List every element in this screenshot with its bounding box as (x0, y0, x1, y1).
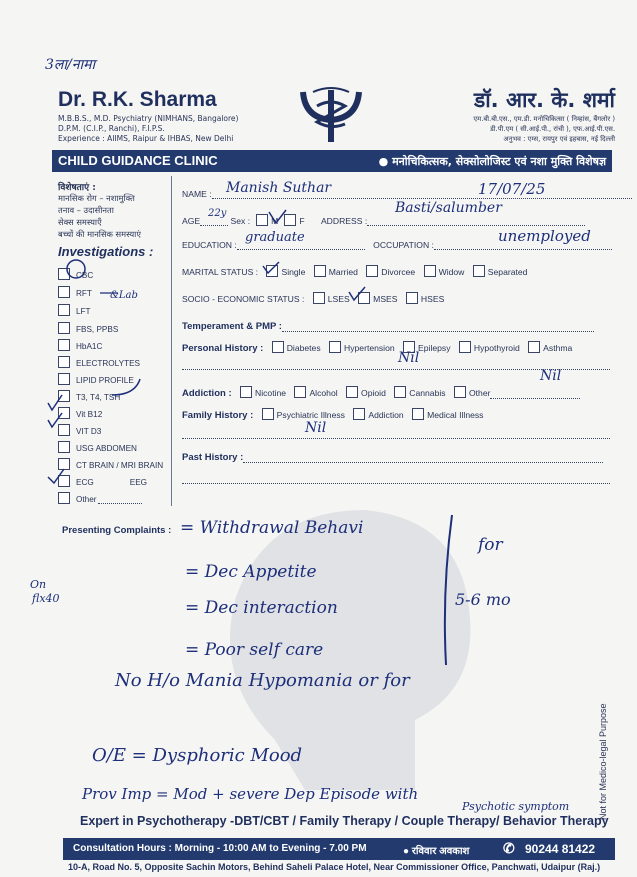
investigation-lft[interactable]: LFT (58, 304, 91, 316)
marital-divorcee-checkbox[interactable] (366, 265, 378, 277)
name-field: NAME : (182, 189, 632, 199)
caduceus-psi-logo (295, 84, 367, 146)
single-tick-mark (262, 261, 280, 275)
sex-m-tick-mark (268, 209, 288, 225)
speciality-item: मानसिक रोग – नशामुक्ति (58, 193, 135, 203)
mses-tick-mark (348, 286, 366, 302)
hses-checkbox[interactable] (406, 292, 418, 304)
examination-line: O/E = Dysphoric Mood (92, 745, 303, 766)
name-value[interactable]: Manish Suthar (226, 180, 332, 196)
lses-checkbox[interactable] (313, 292, 325, 304)
cannabis-checkbox[interactable] (394, 386, 406, 398)
consultation-hours: Consultation Hours : Morning - 10:00 AM to Evening - 7.00 PM (73, 843, 367, 854)
temperament-dotted-line (282, 322, 594, 332)
address-value[interactable]: Basti/salumber (395, 200, 502, 216)
speciality-item: बच्चों की मानसिक समस्याएं (58, 229, 141, 239)
marital-status-row: MARITAL STATUS : Single Married Divorcee Widow Separated (182, 267, 528, 277)
hypertension-checkbox[interactable] (329, 341, 341, 353)
investigation-lipid[interactable]: LIPID PROFILE (58, 373, 134, 385)
nicotine-checkbox[interactable] (240, 386, 252, 398)
speciality-item: तनाव – उदासीनता (58, 205, 114, 215)
speciality-item: सेक्स समस्याएँ (58, 217, 102, 227)
clinic-banner (52, 150, 612, 172)
column-divider (171, 176, 172, 506)
personal-history-row: Personal History : Diabetes Hypertension Epilepsy Hypothyroid Asthma (182, 343, 573, 354)
alcohol-checkbox[interactable] (294, 386, 306, 398)
provisional-impression-line-2: Psychotic symptom (462, 800, 570, 813)
negative-history-line: No H/o Mania Hypomania or for (115, 670, 410, 691)
credential-line-3: Experience : AIIMS, Raipur & IHBAS, New Delhi (58, 134, 234, 143)
consultation-band (63, 838, 615, 860)
investigation-usg[interactable]: USG ABDOMEN (58, 441, 137, 453)
investigation-vitd3[interactable]: VIT D3 (58, 424, 101, 436)
clinic-specialist-hindi: ● मनोचिकित्सक, सेक्सोलोजिस्ट एवं नशा मुक्ति विशेषज्ञ (378, 155, 606, 168)
socio-economic-row: SOCIO - ECONOMIC STATUS : LSES MSES HSES (182, 294, 445, 304)
complaint-line-1: = Withdrawal Behavi (180, 518, 364, 538)
investigations-title: Investigations : (58, 244, 154, 259)
family-history-value[interactable]: Nil (305, 420, 327, 436)
personal-history-value[interactable]: Nil (398, 350, 420, 366)
specialities-title: विशेषताएं : (58, 183, 96, 193)
sunday-closed: ● रविवार अवकाश (403, 846, 470, 857)
past-history-row: Past History : (182, 452, 603, 463)
investigation-other[interactable]: Other (58, 492, 142, 504)
credential-line-1: M.B.B.S., M.D. Psychiatry (NIMHANS, Bangalore) (58, 114, 239, 123)
complaint-line-2: = Dec Appetite (185, 562, 317, 582)
side-note-line-1: On (30, 578, 47, 591)
investigation-rft[interactable]: RFT (58, 286, 92, 298)
doctor-name-english: Dr. R.K. Sharma (58, 88, 217, 111)
past-history-dotted-line (243, 453, 603, 463)
clinic-title: CHILD GUIDANCE CLINIC (58, 153, 218, 168)
sex-m-checkbox[interactable] (256, 214, 268, 226)
investigation-cbc[interactable]: CBC (58, 268, 93, 280)
hindi-credential-line-3: अनुभव : एम्स, रायपुर एवं इहबास, नई दिल्ली (503, 135, 615, 143)
marital-married-checkbox[interactable] (314, 265, 326, 277)
investigation-hba1c[interactable]: HbA1C (58, 339, 102, 351)
side-note-line-2: flx40 (32, 592, 60, 605)
other-addiction-checkbox[interactable] (454, 386, 466, 398)
address-dotted-line (367, 216, 585, 226)
investigation-thyroid[interactable]: T3, T4, TSH (58, 390, 120, 402)
addiction-row: Addiction : Nicotine Alcohol Opioid Cannabis Other (182, 386, 580, 399)
investigation-vitb12[interactable]: Vit B12 (58, 407, 102, 419)
expert-therapy-line: Expert in Psychotherapy -DBT/CBT / Family Therapy / Couple Therapy/ Behavior Therapy (80, 814, 609, 828)
handwritten-lab-note: &Lab (110, 290, 138, 301)
investigation-electrolytes[interactable]: ELECTROLYTES (58, 356, 140, 368)
past-history-line (182, 482, 610, 484)
education-value[interactable]: graduate (245, 230, 305, 245)
clinic-address: 10-A, Road No. 5, Opposite Sachin Motors, Behind Saheli Palace Hotel, Near Commissioner Office, Panchwati, Udaipur (Raj.) (68, 862, 601, 872)
presenting-complaints-label: Presenting Complaints : (62, 525, 172, 536)
phone-number[interactable]: 90244 81422 (525, 842, 596, 856)
diabetes-checkbox[interactable] (272, 341, 284, 353)
family-history-row: Family History : Psychiatric Illness Addiction Medical Illness (182, 410, 484, 421)
investigation-fbs[interactable]: FBS, PPBS (58, 322, 118, 334)
complaint-line-4: = Poor self care (185, 640, 324, 660)
complaint-duration: 5-6 mo (455, 590, 511, 609)
complaint-line-3: = Dec interaction (185, 598, 338, 618)
provisional-impression-line: Prov Imp = Mod + severe Dep Episode with (82, 785, 419, 803)
investigation-eeg: EEG (129, 478, 148, 487)
date-value[interactable]: 17/07/25 (478, 180, 546, 198)
education-occupation-row: EDUCATION : OCCUPATION : (182, 240, 612, 250)
investigation-ecg[interactable]: ECG EEG (58, 475, 147, 487)
age-sex-address-row: AGE Sex : M F ADDRESS : (182, 214, 585, 226)
marital-separated-checkbox[interactable] (473, 265, 485, 277)
age-value[interactable]: 22y (208, 208, 227, 219)
complaint-for: for (478, 535, 503, 555)
opioid-checkbox[interactable] (346, 386, 358, 398)
addiction-other-line (490, 389, 580, 399)
phone-icon: ✆ (503, 840, 515, 856)
credential-line-2: D.P.M. (C.I.P., Ranchi), F.I.P.S. (58, 124, 165, 133)
medico-legal-note: Not for Medico-legal Purpose (598, 703, 608, 820)
family-history-line (182, 437, 610, 439)
family-addiction-checkbox[interactable] (353, 408, 365, 420)
hindi-credential-line-2: डी.पी.एम ( सी.आई.पी., रांची ), एफ.आई.पी.एस. (490, 125, 615, 133)
psychiatric-illness-checkbox[interactable] (262, 408, 274, 420)
doctor-name-hindi: डॉ. आर. के. शर्मा (474, 88, 615, 112)
medical-illness-checkbox[interactable] (412, 408, 424, 420)
temperament-row: Temperament & PMP : (182, 321, 594, 332)
handwritten-top-note: 3ला/नामा (45, 57, 96, 73)
asthma-checkbox[interactable] (528, 341, 540, 353)
marital-widow-checkbox[interactable] (424, 265, 436, 277)
occupation-value[interactable]: unemployed (498, 227, 591, 245)
hypothyroid-checkbox[interactable] (459, 341, 471, 353)
addiction-value[interactable]: Nil (540, 368, 562, 384)
investigation-ct-mri[interactable]: CT BRAIN / MRI BRAIN (58, 458, 163, 470)
hindi-credential-line-1: एम.बी.बी.एस., एम.डी. मनोचिकित्सा ( निम्हांस, बैंगलोर ) (473, 115, 615, 123)
